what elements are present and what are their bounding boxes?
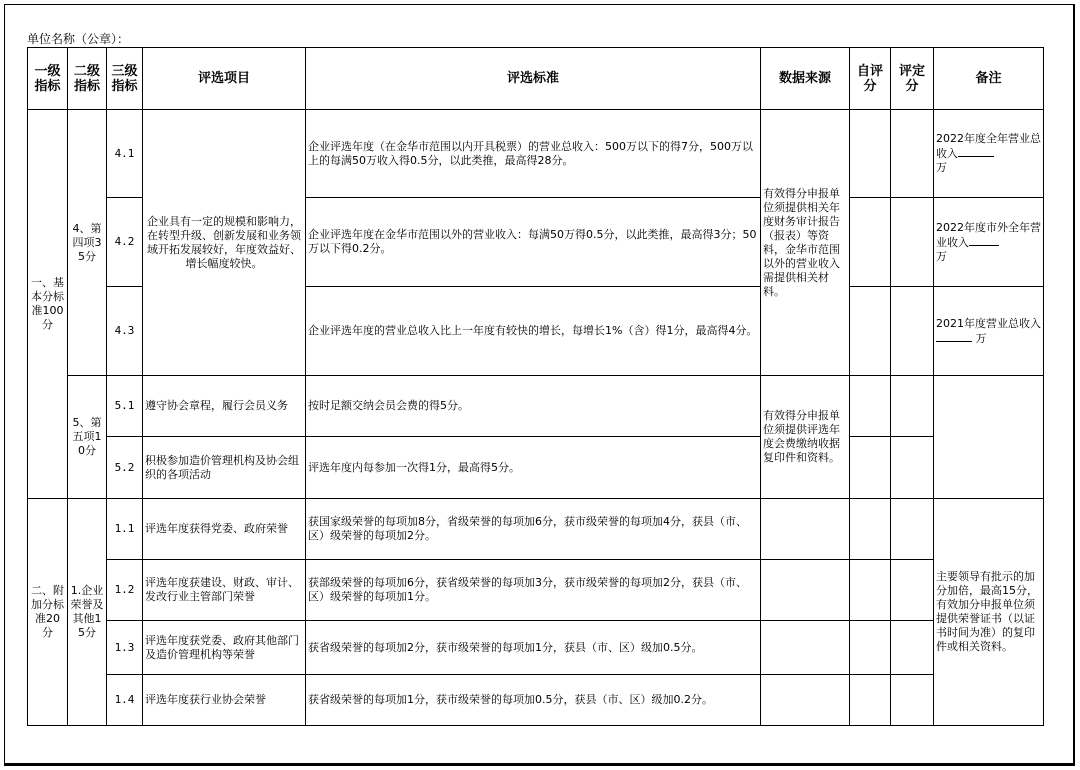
remark-cell	[934, 287, 1044, 376]
self-score-cell[interactable]	[850, 621, 891, 675]
remark-unit: 万	[936, 249, 947, 263]
level3-code: 1.4	[107, 675, 143, 726]
header-level2: 二级指标	[68, 48, 107, 110]
level3-code: 1.2	[107, 560, 143, 621]
standard-text: 获国家级荣誉的每项加8分，省级荣誉的每项加6分，获市级荣誉的每项加4分，获县（市、区）级荣誉的每项加2分。	[306, 499, 761, 560]
revenue-blank[interactable]	[969, 235, 999, 246]
data-source	[761, 499, 850, 560]
assessed-score-cell[interactable]	[891, 675, 934, 726]
level2-honors: 1.企业荣誉及其他15分	[68, 499, 107, 726]
assessed-score-cell[interactable]	[891, 437, 934, 499]
self-score-cell[interactable]	[850, 110, 891, 198]
level3-code: 1.3	[107, 621, 143, 675]
unit-name-label: 单位名称（公章）：	[27, 32, 130, 46]
self-score-cell[interactable]	[850, 287, 891, 376]
data-source	[761, 560, 850, 621]
self-score-cell[interactable]	[850, 198, 891, 287]
remark-cell	[934, 376, 1044, 499]
level3-code: 4.3	[107, 287, 143, 376]
remark-label: 2022年度全年营业总收入	[936, 132, 1041, 160]
frame-shadow-bottom	[4, 764, 1075, 766]
remark-unit: 万	[975, 331, 987, 345]
header-self-score: 自评分	[850, 48, 891, 110]
assessed-score-cell[interactable]	[891, 198, 934, 287]
header-remarks: 备注	[934, 48, 1044, 110]
item-description: 评选年度获党委、政府其他部门及造价管理机构等荣誉	[143, 621, 306, 675]
table-row	[28, 437, 1044, 499]
assessed-score-cell[interactable]	[891, 376, 934, 437]
remark-label: 2021年度营业总收入	[936, 316, 1041, 330]
standard-text: 评选年度内每参加一次得1分，最高得5分。	[306, 437, 761, 499]
item-description: 积极参加造价管理机构及协会组织的各项活动	[143, 437, 306, 499]
remark-cell	[934, 110, 1044, 198]
standard-text: 获省级荣誉的每项加2分，获市级荣誉的每项加1分，获县（市、区）级加0.5分。	[306, 621, 761, 675]
table-row	[28, 560, 1044, 621]
assessed-score-cell[interactable]	[891, 560, 934, 621]
header-standard: 评选标准	[306, 48, 761, 110]
remark-unit: 万	[936, 161, 947, 174]
header-level1: 一级指标	[28, 48, 68, 110]
assessed-score-cell[interactable]	[891, 110, 934, 198]
item-description: 遵守协会章程，履行会员义务	[143, 376, 306, 437]
standard-text: 按时足额交纳会员会费的得5分。	[306, 376, 761, 437]
header-item: 评选项目	[143, 48, 306, 110]
header-source: 数据来源	[761, 48, 850, 110]
item-description: 评选年度获建设、财政、审计、发改行业主管部门荣誉	[143, 560, 306, 621]
standard-text: 企业评选年度的营业总收入比上一年度有较快的增长，每增长1%（含）得1分，最高得4分。	[306, 287, 761, 376]
level1-additional: 二、附加分标准20分	[28, 499, 68, 726]
level3-code: 5.1	[107, 376, 143, 437]
remark-cell: 主要领导有批示的加分加倍，最高15分，有效加分申报单位须提供荣誉证书（以证书时间为准）的复印件或相关资料。	[934, 499, 1044, 726]
item-description: 企业具有一定的规模和影响力，在转型升级、创新发展和业务领域开拓发展较好，年度效益好、增长幅度较快。	[143, 110, 306, 376]
remark-cell	[934, 198, 1044, 287]
level3-code: 5.2	[107, 437, 143, 499]
level1-basic: 一、基本分标准100分	[28, 110, 68, 499]
table-row	[28, 621, 1044, 675]
self-score-cell[interactable]	[850, 560, 891, 621]
self-score-cell[interactable]	[850, 376, 891, 437]
assessed-score-cell[interactable]	[891, 499, 934, 560]
level2-item4: 4、第四项35分	[68, 110, 107, 376]
standard-text: 获部级荣誉的每项加6分，获省级荣誉的每项加3分，获市级荣誉的每项加2分，获县（市、区）级荣誉的每项加1分。	[306, 560, 761, 621]
self-score-cell[interactable]	[850, 437, 891, 499]
revenue-blank[interactable]	[936, 331, 972, 342]
level3-code: 4.2	[107, 198, 143, 287]
level3-code: 4.1	[107, 110, 143, 198]
standard-text: 获省级荣誉的每项加1分，获市级荣誉的每项加0.5分，获县（市、区）级加0.2分。	[306, 675, 761, 726]
evaluation-table	[27, 47, 1044, 726]
data-source: 有效得分申报单位须提供评选年度会费缴纳收据复印件和资料。	[761, 376, 850, 499]
standard-text: 企业评选年度在金华市范围以外的营业收入：每满50万得0.5分，以此类推，最高得3分；50万以下得0.2分。	[306, 198, 761, 287]
header-assessed-score: 评定分	[891, 48, 934, 110]
level2-item5: 5、第五项10分	[68, 376, 107, 499]
table-row	[28, 499, 1044, 560]
table-row	[28, 376, 1044, 437]
header-row	[28, 48, 1044, 110]
item-description: 评选年度获行业协会荣誉	[143, 675, 306, 726]
data-source	[761, 621, 850, 675]
header-level3: 三级指标	[107, 48, 143, 110]
remark-label: 2022年度市外全年营业收入	[936, 220, 1041, 249]
assessed-score-cell[interactable]	[891, 621, 934, 675]
table-row	[28, 675, 1044, 726]
data-source	[761, 675, 850, 726]
table-row	[28, 110, 1044, 198]
standard-text: 企业评选年度（在金华市范围以内开具税票）的营业总收入：500万以下的得7分，500万以上的每满50万收入得0.5分，以此类推，最高得28分。	[306, 110, 761, 198]
data-source: 有效得分申报单位须提供相关年度财务审计报告（报表）等资料，金华市范围以外的营业收入需提供相关材料。	[761, 110, 850, 376]
item-description: 评选年度获得党委、政府荣誉	[143, 499, 306, 560]
assessed-score-cell[interactable]	[891, 287, 934, 376]
self-score-cell[interactable]	[850, 499, 891, 560]
revenue-blank[interactable]	[958, 146, 994, 157]
level3-code: 1.1	[107, 499, 143, 560]
self-score-cell[interactable]	[850, 675, 891, 726]
frame-shadow-right	[1073, 4, 1075, 766]
